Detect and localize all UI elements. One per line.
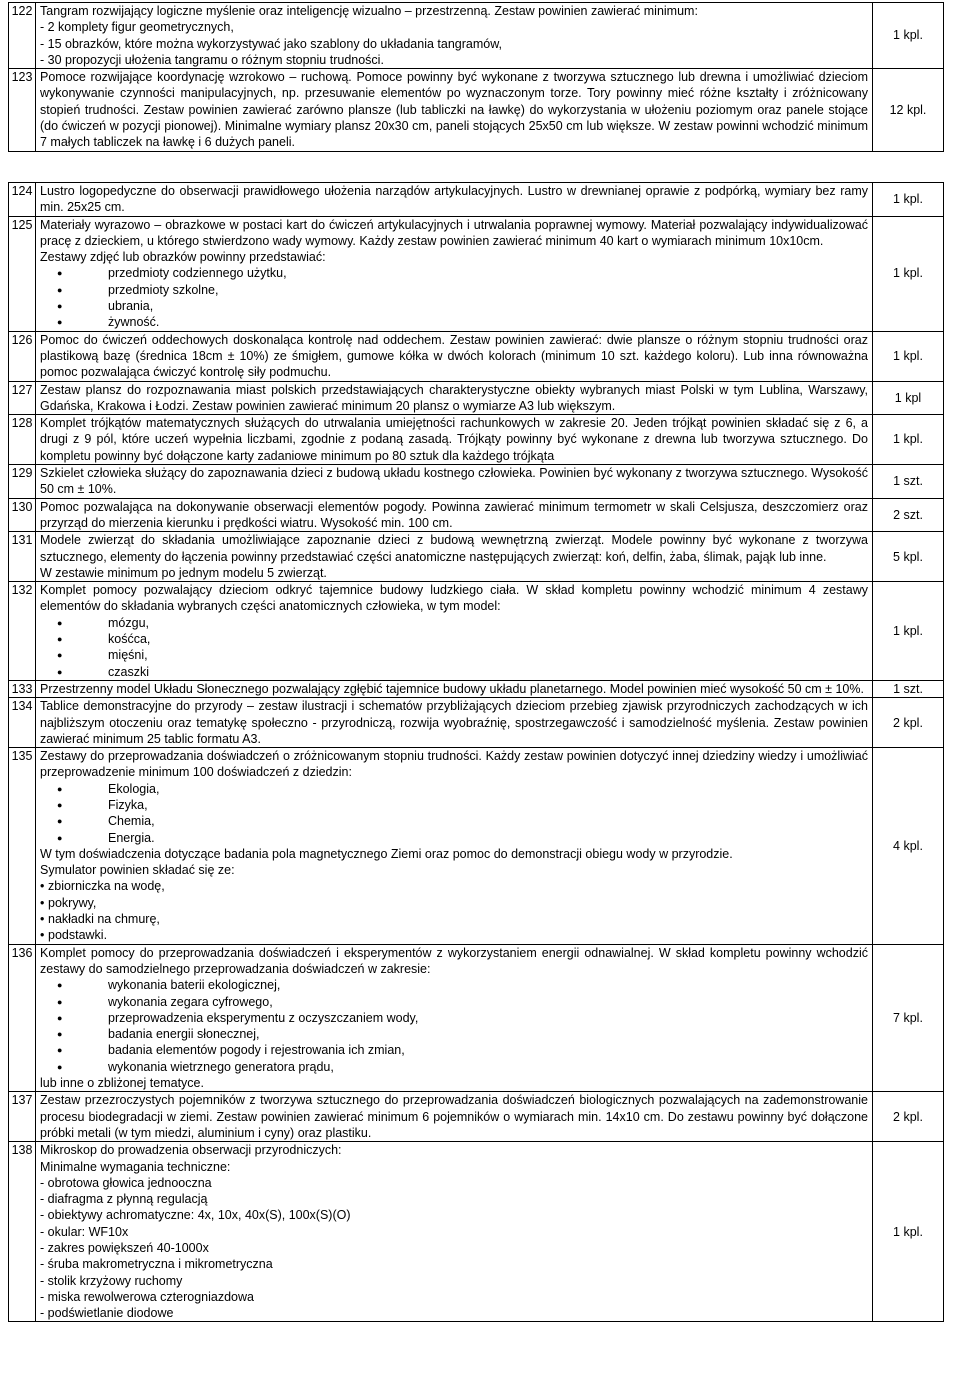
description-line: Tangram rozwijający logiczne myślenie oraz inteligencję wizualno – przestrzenną. Zestaw powinien zawierać minimum: bbox=[40, 4, 698, 18]
table-row bbox=[9, 465, 944, 499]
item-description bbox=[36, 1092, 873, 1142]
item-description bbox=[36, 748, 873, 945]
item-number: 138 bbox=[9, 1142, 36, 1322]
bullet-item: ● badania energii słonecznej, bbox=[108, 1026, 868, 1042]
bullet-item: ● przedmioty szkolne, bbox=[108, 282, 868, 298]
bullet-item: ● Chemia, bbox=[108, 813, 868, 829]
item-quantity: 1 szt. bbox=[873, 465, 944, 499]
description-line: Zestaw przezroczystych pojemników z tworzywa sztucznego do przeprowadzania doświadczeń biologicznych pozwalających na zademonstrowanie procesu biodegradacji w ziemi. Zestaw powinien zawierać minimum 6 pojemników o wymiarach min. 14x10 cm. Do zestawu powinny być dołączone próbki metali (w tym miedzi, aluminium i cyny) oraz plastiku. bbox=[40, 1093, 868, 1140]
table-row bbox=[9, 3, 944, 69]
item-description bbox=[36, 216, 873, 331]
table-row bbox=[9, 1092, 944, 1142]
item-number: 134 bbox=[9, 698, 36, 748]
description-line: W zestawie minimum po jednym modelu 5 zwierząt. bbox=[40, 565, 327, 580]
description-line: W tym doświadczenia dotyczące badania pola magnetycznego Ziemi oraz pomoc do demonstracji obiegu wody w przyrodzie. bbox=[40, 846, 733, 861]
table-row bbox=[9, 381, 944, 415]
bullet-item: ● ubrania, bbox=[108, 298, 868, 314]
items-table-top bbox=[8, 2, 944, 152]
item-quantity: 5 kpl. bbox=[873, 532, 944, 582]
item-quantity: 1 kpl. bbox=[873, 3, 944, 69]
bullet-item: ● kośćca, bbox=[108, 631, 868, 647]
bullet-item: ● mięśni, bbox=[108, 647, 868, 663]
bullet-item: ● żywność. bbox=[108, 314, 868, 330]
description-line: Tablice demonstracyjne do przyrody – zestaw ilustracji i schematów przybliżających dzieciom przebieg zjawisk przyrodniczych zachodzących w ich najbliższym otoczeniu oraz tematykę społeczno - przyrodniczą, rozwija wyobraźnię, spostrzegawczość i samodzielność myślenia. Zestaw powinien zawierać minimum 25 tablic formatu A3. bbox=[40, 699, 868, 746]
description-line: Pomoc pozwalająca na dokonywanie obserwacji elementów pogody. Powinna zawierać minimum termometr w skali Celsjusza, deszczomierz oraz przyrząd do mierzenia kierunku i prędkości wiatru. Wysokość min. 100 cm. bbox=[40, 499, 868, 530]
item-number: 132 bbox=[9, 582, 36, 681]
description-line: Komplet pomocy pozwalający dzieciom odkryć tajemnice budowy ludzkiego ciała. W skład kompletu powinny wchodzić minimum 4 zestawy elementów do składania wybranych części anatomicznych człowieka, w tym model: bbox=[40, 583, 868, 614]
table-row bbox=[9, 532, 944, 582]
description-line: Zestaw plansz do rozpoznawania miast polskich przedstawiających charakterystyczne obiekty wybranych miast Polski w tym Lublina, Warszawy, Gdańska, Krakowa i Łodzi. Zestaw powinien zawierać minimum 20 plansz o wymiarze A3 lub większym. bbox=[40, 382, 868, 413]
description-line: Pomoc do ćwiczeń oddechowych doskonaląca kontrolę nad oddechem. Zestaw powinien zawierać: dwie plansze o różnym stopniu trudności oraz plastikową bazę (średnica 18cm ± 10%) ze śmigłem, gumowe kółka w dwóch kolorach (minimum 10 szt. każdego koloru). Lub inna równoważna pomoc pozwalająca ćwiczyć kontrolę siły podmuchu. bbox=[40, 332, 868, 380]
description-line: Minimalne wymagania techniczne: bbox=[40, 1159, 231, 1174]
bullet-item: ● mózgu, bbox=[108, 615, 868, 631]
item-description bbox=[36, 465, 873, 499]
table-row bbox=[9, 582, 944, 681]
item-number: 131 bbox=[9, 532, 36, 582]
item-quantity: 4 kpl. bbox=[873, 748, 944, 945]
description-line: - zakres powiększeń 40-1000x bbox=[40, 1241, 209, 1255]
item-description bbox=[36, 183, 873, 217]
items-table-main bbox=[8, 182, 944, 1322]
item-number: 123 bbox=[9, 69, 36, 151]
item-number: 137 bbox=[9, 1092, 36, 1142]
table-row bbox=[9, 216, 944, 331]
description-line: - śruba makrometryczna i mikrometryczna bbox=[40, 1257, 273, 1272]
item-quantity: 1 kpl. bbox=[873, 415, 944, 465]
description-line: - stolik krzyżowy ruchomy bbox=[40, 1273, 183, 1288]
bullet-item: ● wykonania zegara cyfrowego, bbox=[108, 994, 868, 1010]
description-line: - okular: WF10x bbox=[40, 1224, 129, 1239]
table-row bbox=[9, 331, 944, 381]
item-description bbox=[36, 3, 873, 69]
bullet-list bbox=[40, 878, 868, 943]
item-quantity: 12 kpl. bbox=[873, 69, 944, 151]
item-quantity: 1 kpl bbox=[873, 381, 944, 415]
item-quantity: 2 kpl. bbox=[873, 1092, 944, 1142]
bullet-item: ● Energia. bbox=[108, 830, 868, 846]
item-quantity: 2 szt. bbox=[873, 498, 944, 532]
item-quantity: 1 kpl. bbox=[873, 582, 944, 681]
table-row bbox=[9, 748, 944, 945]
bullet-item: • podstawki. bbox=[48, 927, 868, 943]
description-line: Symulator powinien składać się ze: bbox=[40, 863, 235, 878]
item-description bbox=[36, 698, 873, 748]
item-number: 127 bbox=[9, 381, 36, 415]
item-description bbox=[36, 532, 873, 582]
bullet-item: ● przedmioty codziennego użytku, bbox=[108, 265, 868, 281]
description-line: Komplet trójkątów matematycznych służących do utrwalania umiejętności rachunkowych w zakresie 20. Jeden trójkąt powinien składać się z 6, a drugi z 9 pól, które uczeń wypełnia liczbami, zgodnie z podaną zasadą. Trójkąty powinny być wykonane z drewna lub tworzywa sztucznego. Do kompletu powinny być dołączone karty zadaniowe minimum po 80 sztuk dla każdego trójkąta bbox=[40, 416, 868, 463]
item-number: 130 bbox=[9, 498, 36, 532]
table-row bbox=[9, 183, 944, 217]
bullet-item: ● wykonania baterii ekologicznej, bbox=[108, 977, 868, 993]
item-quantity: 1 szt. bbox=[873, 680, 944, 697]
item-description bbox=[36, 944, 873, 1092]
item-description bbox=[36, 582, 873, 681]
description-line: Lustro logopedyczne do obserwacji prawidłowego ułożenia narządów artykulacyjnych. Lustro w drewnianej oprawie z podpórką, wymiary bez ramy min. 25x25 cm. bbox=[40, 184, 868, 215]
item-number: 124 bbox=[9, 183, 36, 217]
description-line: - diafragma z płynną regulacją bbox=[40, 1192, 208, 1207]
item-description bbox=[36, 69, 873, 151]
description-line: Komplet pomocy do przeprowadzania doświadczeń i eksperymentów z wykorzystaniem energii odnawialnej. W skład kompletu powinny wchodzić zestawy do samodzielnego przeprowadzania doświadczeń w zakresie: bbox=[40, 945, 868, 976]
item-quantity: 1 kpl. bbox=[873, 216, 944, 331]
bullet-item: ● czaszki bbox=[108, 664, 868, 680]
item-quantity: 2 kpl. bbox=[873, 698, 944, 748]
item-number: 126 bbox=[9, 331, 36, 381]
description-line: Zestawy do przeprowadzania doświadczeń o zróżnicowanym stopniu trudności. Każdy zestaw powinien dotyczyć innej dziedziny wiedzy i umożliwiać przeprowadzenie minimum 100 doświadczeń z dziedzin: bbox=[40, 749, 868, 780]
description-line: - 15 obrazków, które można wykorzystywać jako szablony do układania tangramów, bbox=[40, 36, 503, 51]
description-line: Zestawy zdjęć lub obrazków powinny przedstawiać: bbox=[40, 250, 326, 265]
description-line: Materiały wyrazowo – obrazkowe w postaci kart do ćwiczeń artykulacyjnych i utrwalania poprawnej wymowy. Materiał pozwalający indywidualizować pracę z dzieckiem, u którego stwierdzono wady wymowy. Każdy zestaw powinien zawierać minimum 40 kart o wymiarach minimum 10x10cm. bbox=[40, 217, 868, 248]
bullet-item: ● Fizyka, bbox=[108, 797, 868, 813]
table-row bbox=[9, 680, 944, 697]
item-description bbox=[36, 498, 873, 532]
item-quantity: 7 kpl. bbox=[873, 944, 944, 1092]
description-line: - obrotowa głowica jednooczna bbox=[40, 1175, 212, 1190]
item-number: 133 bbox=[9, 680, 36, 697]
item-number: 136 bbox=[9, 944, 36, 1092]
bullet-item: ● przeprowadzenia eksperymentu z oczyszczaniem wody, bbox=[108, 1010, 868, 1026]
bullet-list bbox=[40, 781, 868, 846]
description-line: Modele zwierząt do składania umożliwiające zapoznanie dzieci z budową wewnętrzną zwierząt. Modele powinny być wykonane z tworzywa sztucznego, elementy do łączenia powinny przedstawiać części anatomiczne następujących zwierząt: koń, delfin, żaba, ślimak, pająk lub inne. bbox=[40, 533, 868, 564]
description-line: Szkielet człowieka służący do zapoznawania dzieci z budową układu kostnego człowieka. Powinien być wykonany z tworzywa sztucznego. Wysokość 50 cm ± 10%. bbox=[40, 466, 868, 497]
item-number: 129 bbox=[9, 465, 36, 499]
item-number: 125 bbox=[9, 216, 36, 331]
item-number: 122 bbox=[9, 3, 36, 69]
bullet-item: • nakładki na chmurę, bbox=[48, 911, 868, 927]
bullet-item: ● Ekologia, bbox=[108, 781, 868, 797]
table-row bbox=[9, 698, 944, 748]
description-line: - 30 propozycji ułożenia tangramu o różnym stopniu trudności. bbox=[40, 52, 384, 67]
description-line: Przestrzenny model Układu Słonecznego pozwalający zgłębić tajemnice budowy układu planetarnego. Model powinien mieć wysokość 50 cm ± 10%. bbox=[40, 681, 864, 696]
bullet-item: ● wykonania wietrznego generatora prądu, bbox=[108, 1059, 868, 1075]
description-line: - podświetlanie diodowe bbox=[40, 1306, 174, 1321]
description-line: - 2 komplety figur geometrycznych, bbox=[40, 20, 234, 35]
item-description bbox=[36, 331, 873, 381]
item-description bbox=[36, 381, 873, 415]
bullet-item: ● badania elementów pogody i rejestrowania ich zmian, bbox=[108, 1042, 868, 1058]
description-line: - obiektywy achromatyczne: 4x, 10x, 40x(S), 100x(S)(O) bbox=[40, 1208, 351, 1223]
bullet-list bbox=[40, 265, 868, 330]
bullet-list bbox=[40, 977, 868, 1075]
description-line: Pomoce rozwijające koordynację wzrokowo – ruchową. Pomoce powinny być wykonane z tworzywa sztucznego lub drewna i umożliwiać dzieciom wykonywanie czynności manipulacyjnych, np. przesuwanie elementów po wyznaczonym torze. Tory powinny mieć różne kształty i zróżnicowany stopień trudności. Zestaw powinien zawierać zarówno plansze (lub tabliczki na ławkę) do wykorzystania w ułożeniu poziomym oraz panele stojące (do ćwiczeń w pozycji pionowej). Minimalne wymiary plansz 20x30 cm, paneli stojących 25x50 cm lub większe. W zestaw powinni wchodzić minimum 7 małych tabliczek na ławkę i 6 dużych paneli. bbox=[40, 70, 868, 150]
bullet-item: • zbiorniczka na wodę, bbox=[48, 878, 868, 894]
table-row bbox=[9, 498, 944, 532]
table-row bbox=[9, 1142, 944, 1322]
item-quantity: 1 kpl. bbox=[873, 183, 944, 217]
description-line: Mikroskop do prowadzenia obserwacji przyrodniczych: bbox=[40, 1143, 342, 1158]
table-row bbox=[9, 69, 944, 151]
item-quantity: 1 kpl. bbox=[873, 1142, 944, 1322]
item-number: 135 bbox=[9, 748, 36, 945]
table-row bbox=[9, 944, 944, 1092]
item-number: 128 bbox=[9, 415, 36, 465]
item-quantity: 1 kpl. bbox=[873, 331, 944, 381]
bullet-item: • pokrywy, bbox=[48, 895, 868, 911]
description-line: lub inne o zbliżonej tematyce. bbox=[40, 1076, 204, 1091]
bullet-list bbox=[40, 615, 868, 680]
item-description bbox=[36, 415, 873, 465]
item-description bbox=[36, 1142, 873, 1322]
table-row bbox=[9, 415, 944, 465]
description-line: - miska rewolwerowa czterogniazdowa bbox=[40, 1289, 254, 1304]
item-description bbox=[36, 680, 873, 697]
